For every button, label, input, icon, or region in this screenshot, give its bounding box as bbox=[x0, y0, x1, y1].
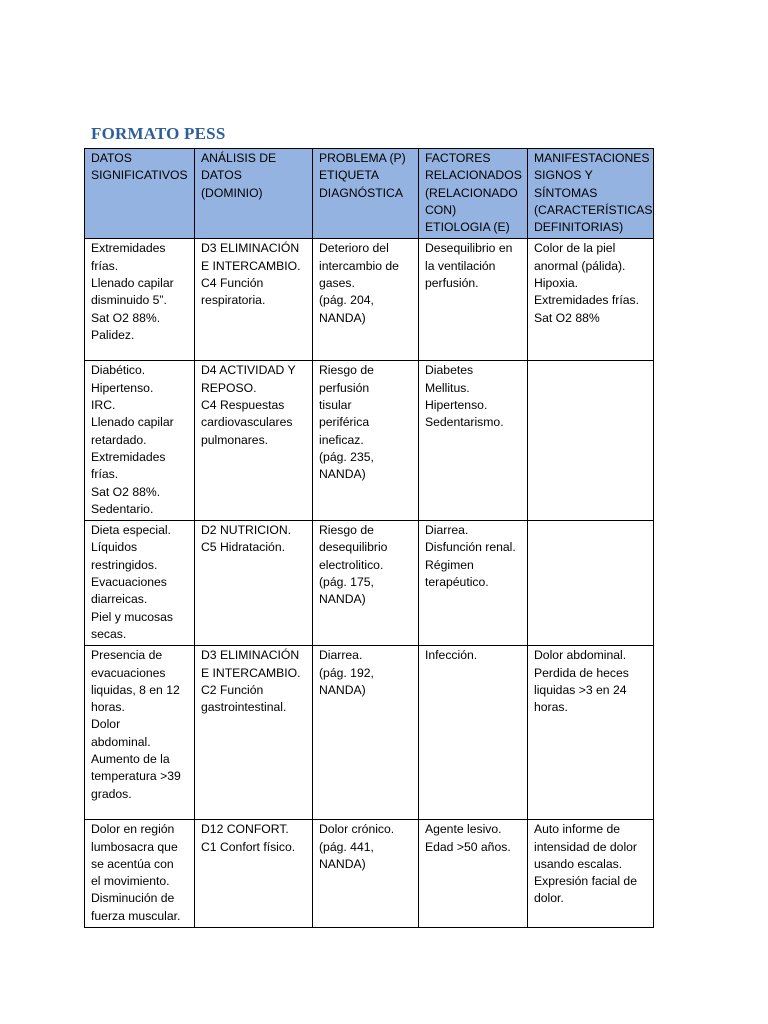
cell-manifestaciones bbox=[528, 646, 654, 820]
cell-problema bbox=[313, 646, 419, 820]
cell-text-line: Sat O2 88%. bbox=[91, 310, 161, 325]
table-row bbox=[85, 646, 654, 820]
cell-analisis-de-datos bbox=[195, 521, 313, 646]
cell-text-line: FACTORES bbox=[425, 151, 491, 165]
cell-text-line: intercambio de bbox=[319, 258, 399, 273]
cell-text-line: Mellitus. bbox=[425, 380, 470, 395]
cell-text-line: gases. bbox=[319, 276, 355, 291]
cell-text-line: SIGNOS Y bbox=[534, 168, 593, 183]
cell-text-line: ineficaz. bbox=[319, 432, 364, 447]
cell-datos-significativos bbox=[85, 820, 195, 928]
cell-factores-relacionados bbox=[419, 521, 528, 646]
cell-text-line: terapéutico. bbox=[425, 575, 489, 590]
cell-text-line: liquidas, 8 en 12 bbox=[91, 682, 180, 697]
cell-problema bbox=[313, 361, 419, 521]
cell-text-line: Líquidos bbox=[91, 540, 138, 555]
cell-text-line: (RELACIONADO bbox=[425, 185, 518, 200]
cell-text-line: ETIQUETA bbox=[319, 168, 380, 183]
cell-text-line: (pág. 192, bbox=[319, 665, 374, 680]
cell-manifestaciones bbox=[528, 361, 654, 521]
cell-text-line: desequilibrio bbox=[319, 540, 388, 555]
cell-text-line: Dieta especial. bbox=[91, 523, 171, 538]
cell-text-line: horas. bbox=[91, 700, 125, 715]
cell-text-line: Hipoxia. bbox=[534, 276, 579, 291]
cell-text-line: intensidad de dolor bbox=[534, 839, 637, 854]
cell-text-line: el movimiento. bbox=[91, 874, 170, 889]
header-factores-relacionados bbox=[419, 149, 528, 239]
cell-text-line: restringidos. bbox=[91, 557, 158, 572]
cell-text-line: tisular bbox=[319, 398, 352, 413]
cell-text-line: ANÁLISIS DE bbox=[201, 151, 277, 165]
cell-text-line: perfusión bbox=[319, 380, 370, 395]
cell-datos-significativos bbox=[85, 646, 195, 820]
table-row bbox=[85, 521, 654, 646]
cell-factores-relacionados bbox=[419, 239, 528, 361]
cell-text-line: Agente lesivo. bbox=[425, 822, 502, 837]
cell-text-line: C1 Confort físico. bbox=[201, 839, 296, 854]
cell-text-line: Extremidades bbox=[91, 449, 166, 464]
cell-text-line: NANDA) bbox=[319, 682, 366, 697]
header-analisis-de-datos bbox=[195, 149, 313, 239]
pess-table bbox=[84, 148, 654, 928]
cell-text-line: Sedentarismo. bbox=[425, 415, 504, 430]
cell-text-line: horas. bbox=[534, 700, 568, 715]
cell-text-line: Evacuaciones bbox=[91, 575, 167, 590]
header-manifestaciones bbox=[528, 149, 654, 239]
cell-text-line: Llenado capilar bbox=[91, 276, 174, 291]
cell-text-line: Piel y mucosas bbox=[91, 609, 173, 624]
cell-text-line: Dolor abdominal. bbox=[534, 648, 627, 663]
cell-text-line: SIGNIFICATIVOS bbox=[91, 168, 188, 183]
header-datos-significativos bbox=[85, 149, 195, 239]
cell-text-line: grados. bbox=[91, 786, 132, 801]
cell-text-line: respiratoria. bbox=[201, 293, 266, 308]
cell-manifestaciones bbox=[528, 239, 654, 361]
cell-text-line: D3 ELIMINACIÓN bbox=[201, 241, 300, 256]
cell-factores-relacionados bbox=[419, 820, 528, 928]
cell-text-line: anormal (pálida). bbox=[534, 258, 626, 273]
cell-text-line: Dolor crónico. bbox=[319, 822, 395, 837]
cell-text-line: (pág. 235, bbox=[319, 449, 374, 464]
cell-text-line: diarreicas. bbox=[91, 592, 148, 607]
cell-text-line: D2 NUTRICION. bbox=[201, 523, 292, 538]
cell-text-line: perfusión. bbox=[425, 276, 479, 291]
cell-text-line: usando escalas. bbox=[534, 856, 623, 871]
cell-text-line: liquidas >3 en 24 bbox=[534, 682, 627, 697]
header-problema-etiqueta bbox=[313, 149, 419, 239]
cell-text-line: ETIOLOGIA (E) bbox=[425, 220, 510, 235]
table-row bbox=[85, 820, 654, 928]
cell-text-line: electrolitico. bbox=[319, 557, 384, 572]
cell-text-line: (pág. 175, bbox=[319, 575, 374, 590]
cell-text-line: D4 ACTIVIDAD Y bbox=[201, 363, 296, 378]
cell-text-line: Dolor en región bbox=[91, 822, 175, 837]
cell-factores-relacionados bbox=[419, 361, 528, 521]
cell-analisis-de-datos bbox=[195, 361, 313, 521]
cell-text-line: DEFINITORIAS) bbox=[534, 220, 624, 235]
cell-text-line: Hipertenso. bbox=[91, 380, 154, 395]
cell-text-line: CON) bbox=[425, 202, 457, 217]
cell-text-line: Presencia de bbox=[91, 648, 163, 663]
cell-text-line: retardado. bbox=[91, 432, 147, 447]
cell-text-line: Diarrea. bbox=[425, 523, 469, 538]
cell-manifestaciones bbox=[528, 521, 654, 646]
cell-text-line: periférica bbox=[319, 415, 370, 430]
cell-text-line: RELACIONADOS bbox=[425, 168, 522, 183]
cell-text-line: Edad >50 años. bbox=[425, 839, 511, 854]
cell-text-line: Diarrea. bbox=[319, 648, 363, 663]
cell-text-line: Infección. bbox=[425, 648, 478, 663]
cell-text-line: C4 Respuestas bbox=[201, 398, 285, 413]
cell-problema bbox=[313, 239, 419, 361]
cell-text-line: Diabético. bbox=[91, 363, 146, 378]
cell-text-line: evacuaciones bbox=[91, 665, 166, 680]
cell-text-line: Hipertenso. bbox=[425, 398, 488, 413]
cell-datos-significativos bbox=[85, 239, 195, 361]
cell-text-line: Sedentario. bbox=[91, 501, 154, 516]
cell-text-line: D12 CONFORT. bbox=[201, 822, 289, 837]
cell-text-line: NANDA) bbox=[319, 592, 366, 607]
cell-text-line: Riesgo de bbox=[319, 523, 374, 538]
cell-text-line: PROBLEMA (P) bbox=[319, 151, 406, 165]
cell-text-line: DATOS bbox=[201, 168, 242, 183]
cell-text-line: secas. bbox=[91, 626, 127, 641]
cell-text-line: Disfunción renal. bbox=[425, 540, 516, 555]
cell-text-line: Color de la piel bbox=[534, 241, 616, 256]
cell-text-line: dolor. bbox=[534, 891, 564, 906]
cell-text-line: NANDA) bbox=[319, 310, 366, 325]
cell-text-line: gastrointestinal. bbox=[201, 700, 287, 715]
cell-text-line: C4 Función bbox=[201, 276, 264, 291]
cell-text-line: fuerza muscular. bbox=[91, 908, 181, 923]
cell-text-line: (pág. 204, bbox=[319, 293, 374, 308]
cell-text-line: Palidez. bbox=[91, 327, 135, 342]
cell-manifestaciones bbox=[528, 820, 654, 928]
cell-text-line: temperatura >39 bbox=[91, 769, 181, 784]
cell-text-line: IRC. bbox=[91, 398, 116, 413]
cell-text-line: frías. bbox=[91, 467, 119, 482]
cell-text-line: disminuido 5”. bbox=[91, 293, 167, 308]
cell-text-line: Extremidades bbox=[91, 241, 166, 256]
cell-text-line: C2 Función bbox=[201, 682, 264, 697]
document-title: FORMATO PESS bbox=[91, 124, 226, 143]
cell-text-line: Aumento de la bbox=[91, 752, 170, 767]
cell-analisis-de-datos bbox=[195, 239, 313, 361]
cell-text-line: DIAGNÓSTICA bbox=[319, 185, 403, 200]
cell-analisis-de-datos bbox=[195, 646, 313, 820]
cell-text-line: la ventilación bbox=[425, 258, 496, 273]
table-row bbox=[85, 361, 654, 521]
cell-text-line: MANIFESTACIONES bbox=[534, 151, 650, 165]
cell-datos-significativos bbox=[85, 361, 195, 521]
cell-text-line: Auto informe de bbox=[534, 822, 621, 837]
cell-text-line: E INTERCAMBIO. bbox=[201, 665, 301, 680]
cell-text-line: C5 Hidratación. bbox=[201, 540, 285, 555]
cell-text-line: Extremidades frías. bbox=[534, 293, 639, 308]
cell-text-line: Expresión facial de bbox=[534, 874, 637, 889]
cell-text-line: DATOS bbox=[91, 151, 132, 165]
cell-text-line: D3 ELIMINACIÓN bbox=[201, 648, 300, 663]
cell-text-line: frías. bbox=[91, 258, 119, 273]
cell-text-line: Diabetes bbox=[425, 363, 474, 378]
cell-analisis-de-datos bbox=[195, 820, 313, 928]
cell-text-line: Sat O2 88%. bbox=[91, 484, 161, 499]
cell-text-line: lumbosacra que bbox=[91, 839, 178, 854]
cell-text-line: E INTERCAMBIO. bbox=[201, 258, 301, 273]
cell-text-line: se acentúa con bbox=[91, 856, 174, 871]
cell-text-line: cardiovasculares bbox=[201, 415, 293, 430]
cell-text-line: (DOMINIO) bbox=[201, 185, 263, 200]
cell-text-line: SÍNTOMAS bbox=[534, 185, 598, 200]
cell-text-line: Régimen bbox=[425, 557, 474, 572]
cell-text-line: Dolor bbox=[91, 717, 121, 732]
cell-text-line: Perdida de heces bbox=[534, 665, 629, 680]
cell-factores-relacionados bbox=[419, 646, 528, 820]
cell-datos-significativos bbox=[85, 521, 195, 646]
table-row bbox=[85, 239, 654, 361]
cell-text-line: REPOSO. bbox=[201, 380, 257, 395]
cell-text-line: Llenado capilar bbox=[91, 415, 174, 430]
cell-text-line: Riesgo de bbox=[319, 363, 374, 378]
cell-text-line: Disminución de bbox=[91, 891, 175, 906]
cell-text-line: Desequilibrio en bbox=[425, 241, 513, 256]
cell-text-line: Sat O2 88% bbox=[534, 310, 600, 325]
cell-text-line: NANDA) bbox=[319, 856, 366, 871]
cell-text-line: (CARACTERÍSTICAS bbox=[534, 202, 653, 217]
header-row bbox=[85, 149, 654, 239]
cell-text-line: NANDA) bbox=[319, 467, 366, 482]
cell-problema bbox=[313, 820, 419, 928]
cell-problema bbox=[313, 521, 419, 646]
cell-text-line: (pág. 441, bbox=[319, 839, 374, 854]
cell-text-line: abdominal. bbox=[91, 734, 151, 749]
cell-text-line: Deterioro del bbox=[319, 241, 389, 256]
cell-text-line: pulmonares. bbox=[201, 432, 269, 447]
